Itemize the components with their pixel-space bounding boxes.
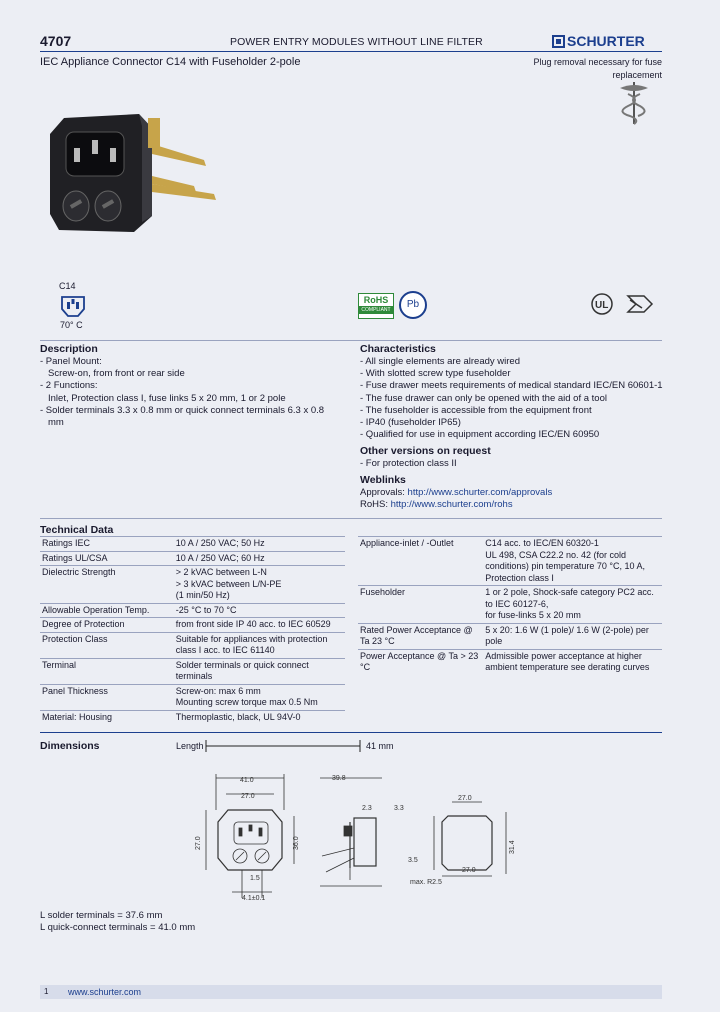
- other-versions-heading: Other versions on request: [360, 445, 491, 457]
- legend-item: L quick-connect terminals = 41.0 mm: [40, 922, 196, 934]
- weblink-approvals: Approvals: http://www.schurter.com/approvals: [360, 487, 553, 498]
- technical-data-heading: Technical Data: [40, 524, 114, 536]
- dim-label: 27.0: [458, 795, 472, 802]
- list-item: - The fuseholder is accessible from the equipment front: [360, 404, 592, 416]
- table-cell-value: Solder terminals or quick connect terminals: [174, 658, 345, 684]
- table-cell-label: Power Acceptance @ Ta > 23 °C: [358, 649, 483, 675]
- table-cell-label: Appliance-inlet / -Outlet: [358, 537, 483, 586]
- dimension-legend: [40, 910, 195, 934]
- table-cell-label: Protection Class: [40, 632, 174, 658]
- brand-logo-icon: [552, 35, 565, 48]
- table-cell-label: Ratings IEC: [40, 537, 174, 552]
- header-rule: [40, 51, 662, 52]
- length-value: 41 mm: [366, 741, 394, 751]
- table-row: [40, 658, 345, 684]
- rohs-badge: [358, 293, 394, 319]
- table-cell-label: Material: Housing: [40, 710, 174, 724]
- list-item: - Fuse drawer meets requirements of medical standard IEC/EN 60601-1: [360, 380, 663, 392]
- part-number: 4707: [40, 33, 72, 49]
- lead-free-label: Pb: [406, 299, 420, 310]
- dim-label: 31.4: [509, 840, 516, 854]
- table-row: [40, 710, 345, 724]
- table-row: [40, 551, 345, 566]
- table-cell-value: 1 or 2 pole, Shock-safe category PC2 acc. to IEC 60127-6, for fuse-links 5 x 20 mm: [483, 586, 662, 624]
- dim-label: 27.0: [241, 793, 255, 800]
- table-cell-value: C14 acc. to IEC/EN 60320-1 UL 498, CSA C22.2 no. 42 (for cold conditions) pin temperature 70 °C, 10 A, Protection class I: [483, 537, 662, 586]
- technical-data-left-table: [40, 536, 345, 724]
- medical-caduceus-icon: [616, 80, 652, 126]
- table-cell-value: Thermoplastic, black, UL 94V-0: [174, 710, 345, 724]
- dimension-drawings: [186, 768, 686, 908]
- table-cell-label: Terminal: [40, 658, 174, 684]
- brand-logo: [552, 33, 645, 49]
- side-view-drawing: [320, 778, 382, 886]
- footer-website-link[interactable]: www.schurter.com: [68, 987, 142, 997]
- list-item: - Solder terminals 3.3 x 0.8 mm or quick connect terminals 6.3 x 0.8: [40, 404, 325, 416]
- table-cell-label: Degree of Protection: [40, 618, 174, 633]
- c14-label: C14: [59, 281, 76, 291]
- table-row: [358, 623, 662, 649]
- table-cell-label: Rated Power Acceptance @ Ta 23 °C: [358, 623, 483, 649]
- legend-item: L solder terminals = 37.6 mm: [40, 910, 163, 921]
- list-item: mm: [48, 417, 64, 429]
- c14-inlet-icon: [56, 293, 90, 319]
- ul-csa-vde-approval-icon: [586, 292, 662, 316]
- table-cell-label: Fuseholder: [358, 586, 483, 624]
- table-row: [40, 632, 345, 658]
- table-cell-label: Allowable Operation Temp.: [40, 603, 174, 618]
- temperature-label: 70° C: [60, 320, 83, 330]
- table-row: [358, 537, 662, 586]
- table-row: [40, 684, 345, 710]
- section-rule: [40, 732, 662, 733]
- document-title: POWER ENTRY MODULES WITHOUT LINE FILTER: [230, 36, 483, 48]
- table-row: [40, 603, 345, 618]
- table-cell-value: -25 °C to 70 °C: [174, 603, 345, 618]
- description-heading: Description: [40, 343, 98, 355]
- dim-label: max. R2.5: [410, 879, 442, 886]
- dim-label: 27.0: [195, 836, 202, 850]
- dim-label: 3.5: [408, 857, 418, 864]
- dim-label: 36.0: [293, 836, 300, 850]
- list-item: Screw-on, from front or rear side: [48, 368, 185, 380]
- dim-label: 4.1±0.1: [242, 895, 266, 902]
- table-cell-value: 5 x 20: 1.6 W (1 pole)/ 1.6 W (2-pole) per pole: [483, 623, 662, 649]
- length-label: Length: [176, 741, 204, 751]
- table-cell-label: Panel Thickness: [40, 684, 174, 710]
- rohs-label: RoHS: [363, 295, 389, 305]
- dim-label: 41.0: [240, 777, 254, 784]
- table-row: [40, 537, 345, 552]
- brand-name: SCHURTER: [567, 33, 645, 49]
- dim-label: 2.3: [362, 805, 372, 812]
- lead-free-icon: [399, 291, 427, 319]
- description-list: [40, 356, 340, 429]
- other-versions-list: [360, 458, 457, 470]
- table-row: [40, 618, 345, 633]
- table-cell-value: Suitable for appliances with protection class I acc. to IEC 61140: [174, 632, 345, 658]
- ul-mark-text: UL: [595, 300, 609, 311]
- panel-cutout-drawing: [434, 802, 506, 876]
- table-cell-value: > 2 kVAC between L-N > 3 kVAC between L/N-PE (1 min/50 Hz): [174, 566, 345, 604]
- technical-data-right-table: [358, 536, 662, 675]
- footer-mark: 1: [44, 987, 49, 996]
- table-row: [358, 586, 662, 624]
- characteristics-list: [360, 356, 670, 441]
- dim-label: 39.8: [332, 775, 346, 782]
- table-cell-label: Ratings UL/CSA: [40, 551, 174, 566]
- table-cell-value: 10 A / 250 VAC; 60 Hz: [174, 551, 345, 566]
- weblinks-list: [360, 487, 552, 511]
- table-cell-value: 10 A / 250 VAC; 50 Hz: [174, 537, 345, 552]
- table-cell-value: Admissible power acceptance at higher ambient temperature see derating curves: [483, 649, 662, 675]
- fuse-note: Plug removal necessary for fuse replacement: [533, 57, 662, 80]
- list-item: - For protection class II: [360, 458, 457, 469]
- list-item: - Panel Mount:: [40, 356, 102, 367]
- weblink-rohs: RoHS: http://www.schurter.com/rohs: [360, 499, 513, 511]
- approvals-link[interactable]: http://www.schurter.com/approvals: [407, 487, 553, 498]
- characteristics-heading: Characteristics: [360, 343, 436, 355]
- weblinks-heading: Weblinks: [360, 474, 406, 486]
- list-item: Inlet, Protection class I, fuse links 5 x 20 mm, 1 or 2 pole: [48, 392, 286, 404]
- rohs-sublabel: COMPLIANT: [359, 306, 393, 314]
- length-dimension-line: [204, 740, 364, 752]
- list-item: - With slotted screw type fuseholder: [360, 368, 511, 380]
- rohs-link[interactable]: http://www.schurter.com/rohs: [390, 499, 513, 511]
- dim-label: 27.0: [462, 867, 476, 874]
- list-item: - IP40 (fuseholder IP65): [360, 417, 461, 429]
- list-item: - 2 Functions:: [40, 380, 98, 392]
- dim-label: 1.5: [250, 875, 260, 882]
- table-row: [40, 566, 345, 604]
- table-cell-value: Screw-on: max 6 mm Mounting screw torque max 0.5 Nm: [174, 684, 345, 710]
- table-cell-value: from front side IP 40 acc. to IEC 60529: [174, 618, 345, 633]
- section-rule: [40, 518, 662, 519]
- list-item: - All single elements are already wired: [360, 356, 520, 367]
- list-item: - The fuse drawer can only be opened with the aid of a tool: [360, 392, 607, 404]
- list-item: - Qualified for use in equipment according IEC/EN 60950: [360, 429, 600, 441]
- dimensions-heading: Dimensions: [40, 740, 100, 752]
- product-subtitle: IEC Appliance Connector C14 with Fuseholder 2-pole: [40, 56, 301, 68]
- table-cell-label: Dielectric Strength: [40, 566, 174, 604]
- section-rule: [40, 340, 662, 341]
- table-row: [358, 649, 662, 675]
- dim-label: 3.3: [394, 805, 404, 812]
- product-image: [44, 104, 224, 244]
